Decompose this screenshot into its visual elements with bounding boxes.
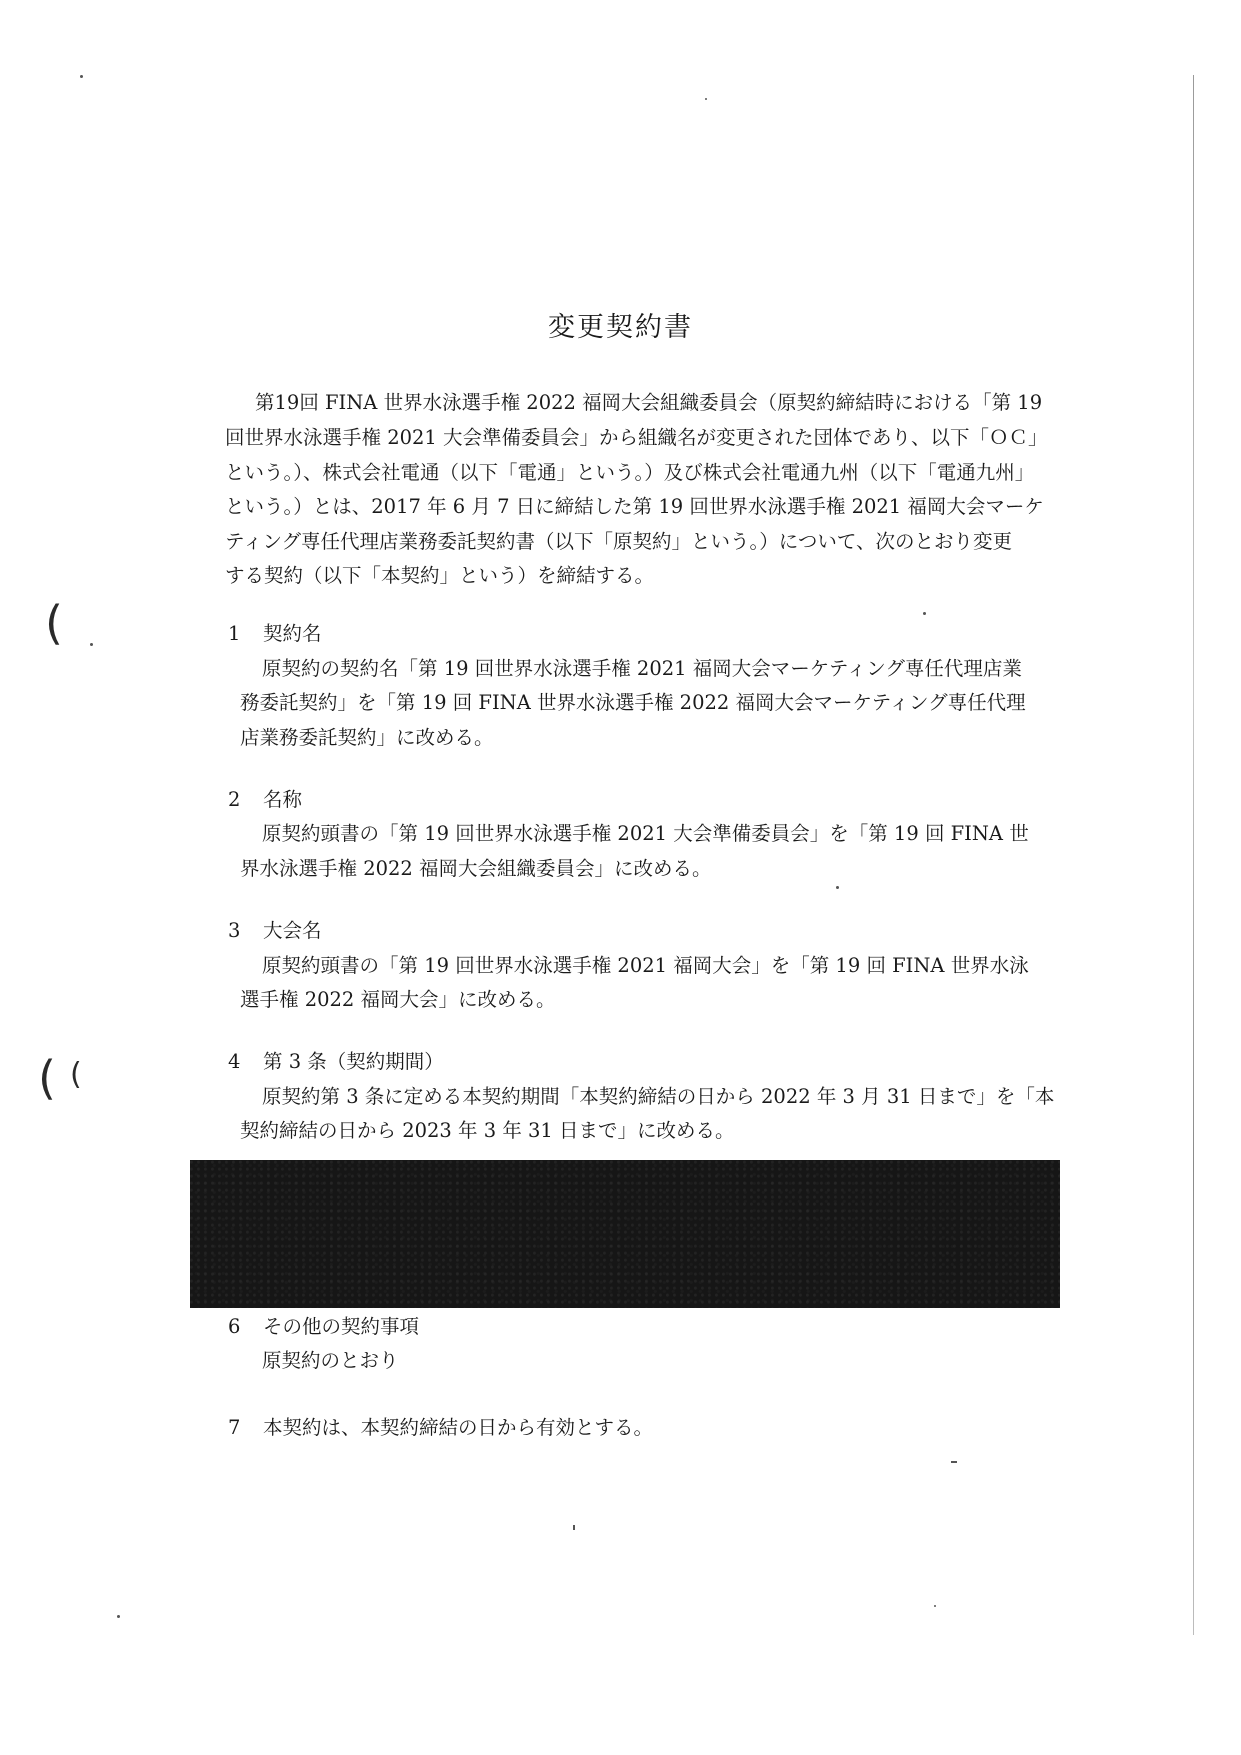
redaction-block: [190, 1160, 1060, 1308]
section-number: 3: [228, 919, 241, 942]
intro-line: という。）とは、2017 年 6 月 7 日に締結した第 19 回世界水泳選手権 2021 福岡大会マーケ: [225, 495, 1044, 518]
punch-hole-mark: (: [45, 596, 63, 650]
intro-line: という。）、株式会社電通（以下「電通」という。）及び株式会社電通九州（以下「電通九州」: [225, 461, 1035, 484]
section-text: 界水泳選手権 2022 福岡大会組織委員会」に改める。: [240, 857, 712, 880]
section-text: 原契約第 3 条に定める本契約期間「本契約締結の日から 2022 年 3 月 31 日まで」を「本: [262, 1085, 1055, 1108]
section-text: 選手権 2022 福岡大会」に改める。: [240, 988, 556, 1011]
section-text: 原契約頭書の「第 19 回世界水泳選手権 2021 福岡大会」を「第 19 回 FINA 世界水泳: [262, 954, 1029, 977]
section-heading: 名称: [263, 788, 303, 811]
scan-speck: [573, 1525, 575, 1530]
section-text: 原契約の契約名「第 19 回世界水泳選手権 2021 福岡大会マーケティング専任代理店業: [262, 657, 1022, 680]
section-heading: 契約名: [263, 622, 322, 645]
section-text: 契約締結の日から 2023 年 3 年 31 日まで」に改める。: [240, 1119, 735, 1142]
section-text: 務委託契約」を「第 19 回 FINA 世界水泳選手権 2022 福岡大会マーケティング専任代理: [240, 691, 1026, 714]
intro-line: ティング専任代理店業務委託契約書（以下「原契約」という。）について、次のとおり変更: [225, 530, 1013, 553]
section-number: 2: [228, 788, 241, 811]
punch-hole-mark: (: [70, 1057, 82, 1092]
section-heading: その他の契約事項: [263, 1315, 420, 1338]
section-heading: 大会名: [263, 919, 322, 942]
section-heading: 本契約は、本契約締結の日から有効とする。: [263, 1416, 654, 1439]
punch-hole-mark: (: [38, 1051, 56, 1105]
scan-speck: [934, 1605, 936, 1607]
scan-speck: [705, 98, 707, 100]
section-number: 6: [228, 1315, 241, 1338]
scan-speck: [90, 643, 93, 646]
intro-line: 第19回 FINA 世界水泳選手権 2022 福岡大会組織委員会（原契約締結時における「第 19: [255, 391, 1043, 414]
document-title: 変更契約書: [548, 312, 693, 343]
section-text: 原契約のとおり: [262, 1349, 399, 1372]
section-text: 原契約頭書の「第 19 回世界水泳選手権 2021 大会準備委員会」を「第 19 回 FINA 世: [262, 822, 1029, 845]
scan-speck: [923, 612, 926, 615]
scan-speck: [836, 886, 839, 889]
scan-speck: [80, 75, 83, 78]
scan-speck: [951, 1461, 957, 1463]
section-heading: 第 3 条（契約期間）: [263, 1050, 444, 1073]
section-text: 店業務委託契約」に改める。: [240, 726, 494, 749]
section-number: 7: [228, 1416, 241, 1439]
intro-line: 回世界水泳選手権 2021 大会準備委員会」から組織名が変更された団体であり、以下「ＯＣ」: [225, 426, 1048, 449]
intro-line: する契約（以下「本契約」という）を締結する。: [225, 564, 655, 587]
section-number: 1: [228, 622, 241, 645]
scan-speck: [117, 1615, 120, 1618]
section-number: 4: [228, 1050, 241, 1073]
